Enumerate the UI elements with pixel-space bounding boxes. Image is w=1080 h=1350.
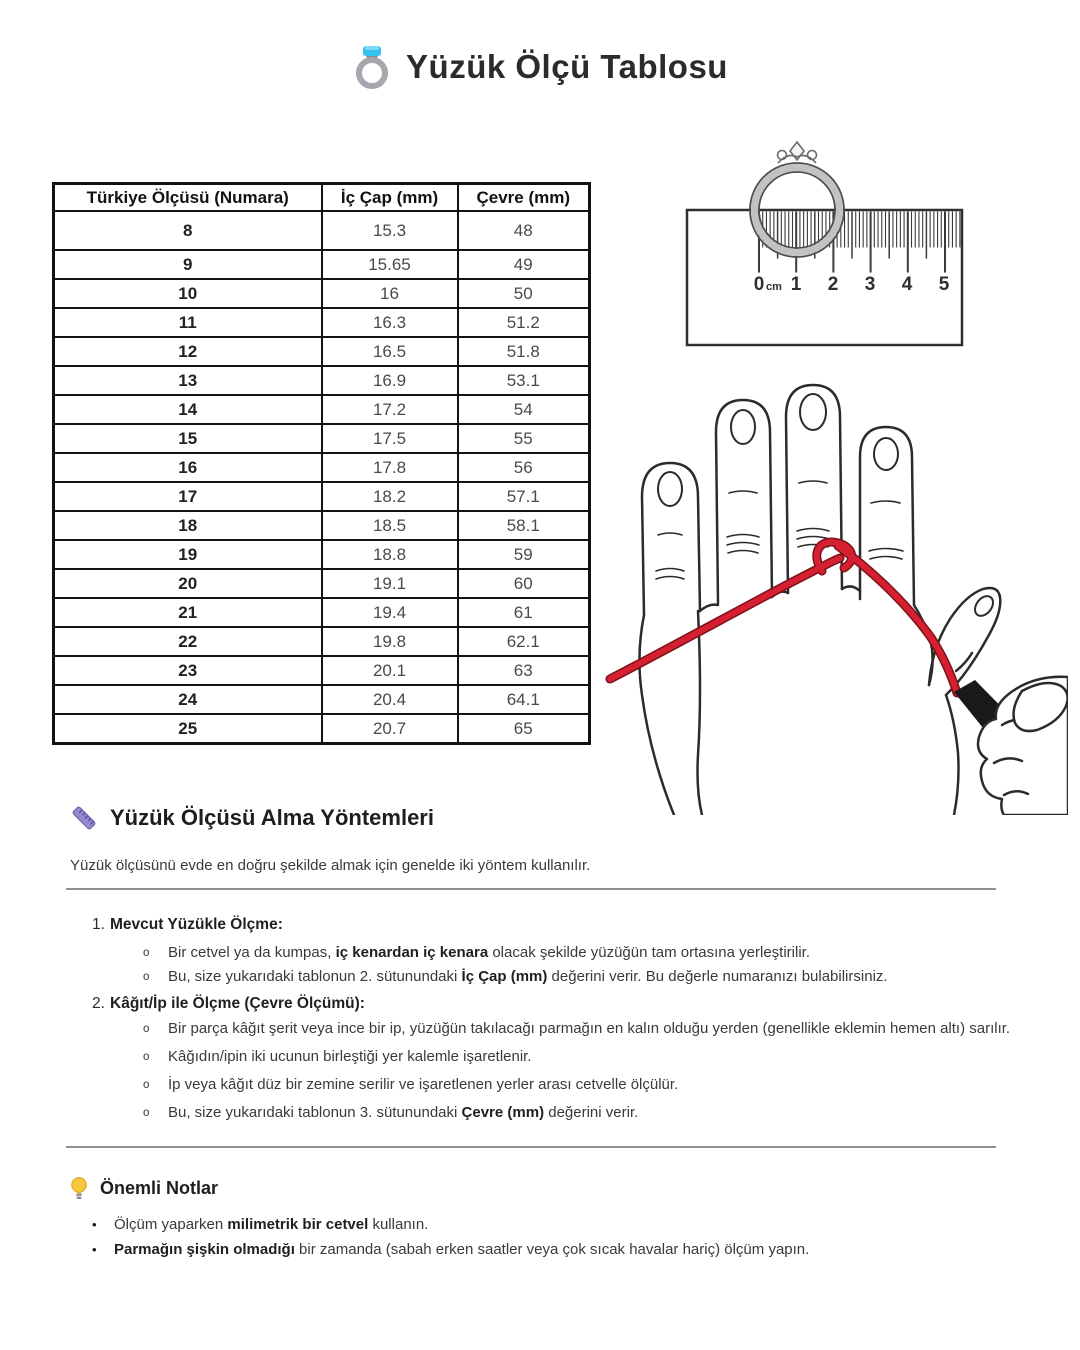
table-cell: 51.8 bbox=[458, 337, 590, 366]
table-cell: 10 bbox=[54, 279, 322, 308]
hand-string-illustration bbox=[598, 375, 1068, 815]
table-row bbox=[54, 656, 590, 685]
divider bbox=[66, 888, 996, 890]
method-bullet: o Bir parça kâğıt şerit veya ince bir ip, yüzüğün takılacağı parmağın en kalın olduğu yerden (genellikle eklemin hemen altı) sarılır. bbox=[143, 1020, 1011, 1037]
table-header-cell: Türkiye Ölçüsü (Numara) bbox=[54, 184, 322, 212]
table-cell: 18.2 bbox=[322, 482, 458, 511]
table-cell: 15 bbox=[54, 424, 322, 453]
note-bullet: • Ölçüm yaparken milimetrik bir cetvel kullanın. bbox=[92, 1212, 1052, 1237]
table-row bbox=[54, 211, 590, 250]
table-cell: 62.1 bbox=[458, 627, 590, 656]
table-cell: 12 bbox=[54, 337, 322, 366]
table-cell: 19.1 bbox=[322, 569, 458, 598]
table-cell: 17.8 bbox=[322, 453, 458, 482]
table-cell: 16 bbox=[54, 453, 322, 482]
method-title: 1. Mevcut Yüzükle Ölçme: bbox=[92, 916, 283, 933]
table-cell: 53.1 bbox=[458, 366, 590, 395]
table-cell: 18.8 bbox=[322, 540, 458, 569]
sub-bullet-marker: o bbox=[143, 1051, 150, 1063]
table-cell: 20.1 bbox=[322, 656, 458, 685]
table-cell: 65 bbox=[458, 714, 590, 744]
method-bullet: o Bu, size yukarıdaki tablonun 2. sütunundaki İç Çap (mm) değerini verir. Bu değerle numaranızı bulabilirsiniz. bbox=[143, 965, 1080, 989]
ring-icon bbox=[352, 44, 392, 90]
table-cell: 61 bbox=[458, 598, 590, 627]
method-bullet: o Kâğıdın/ipin iki ucunun birleştiği yer kalemle işaretlenir. bbox=[143, 1048, 532, 1065]
table-row bbox=[54, 250, 590, 279]
table-row bbox=[54, 540, 590, 569]
table-cell: 15.3 bbox=[322, 211, 458, 250]
table-cell: 17.2 bbox=[322, 395, 458, 424]
table-cell: 21 bbox=[54, 598, 322, 627]
ruler-zero-label: 0 bbox=[753, 274, 765, 295]
table-row bbox=[54, 453, 590, 482]
ruler-mark: 2 bbox=[827, 274, 839, 295]
methods-section-heading bbox=[70, 804, 434, 832]
table-row bbox=[54, 395, 590, 424]
table-cell: 16 bbox=[322, 279, 458, 308]
ring-crown bbox=[778, 142, 817, 163]
table-cell: 64.1 bbox=[458, 685, 590, 714]
method-bullet-list bbox=[0, 1020, 1080, 1122]
table-row bbox=[54, 627, 590, 656]
methods-intro: Yüzük ölçüsünü evde en doğru şekilde almak için genelde iki yöntem kullanılır. bbox=[70, 857, 591, 874]
table-cell: 51.2 bbox=[458, 308, 590, 337]
sub-bullet-marker: o bbox=[143, 1079, 150, 1091]
ruler-mark: 4 bbox=[901, 274, 913, 295]
table-header-row bbox=[54, 184, 590, 212]
table-header-cell: Çevre (mm) bbox=[458, 184, 590, 212]
table-cell: 63 bbox=[458, 656, 590, 685]
table-cell: 18 bbox=[54, 511, 322, 540]
sub-bullet-marker: o bbox=[143, 947, 150, 959]
table-cell: 24 bbox=[54, 685, 322, 714]
table-row bbox=[54, 598, 590, 627]
ruler-icon bbox=[70, 804, 98, 832]
notes-heading-text: Önemli Notlar bbox=[100, 1178, 219, 1198]
hand-outline bbox=[642, 385, 914, 615]
sub-bullet-marker: o bbox=[143, 1023, 150, 1035]
note-bullet: • Parmağın şişkin olmadığı bir zamanda (sabah erken saatler veya çok sıcak havalar hariç) ölçüm yapın. bbox=[92, 1237, 1052, 1262]
table-row bbox=[54, 337, 590, 366]
table-cell: 20.7 bbox=[322, 714, 458, 744]
table-row bbox=[54, 685, 590, 714]
table-cell: 16.3 bbox=[322, 308, 458, 337]
sub-bullet-marker: o bbox=[143, 1107, 150, 1119]
method-number: 1. bbox=[92, 916, 105, 933]
table-cell: 57.1 bbox=[458, 482, 590, 511]
table-row bbox=[54, 424, 590, 453]
table-cell: 16.5 bbox=[322, 337, 458, 366]
ruler-mark: 1 bbox=[790, 274, 802, 295]
ruler-unit-label: cm bbox=[766, 281, 782, 293]
table-cell: 54 bbox=[458, 395, 590, 424]
table-cell: 9 bbox=[54, 250, 322, 279]
table-cell: 50 bbox=[458, 279, 590, 308]
page-header bbox=[0, 44, 1080, 90]
ruler-mark: 3 bbox=[864, 274, 876, 295]
bullet-marker: • bbox=[92, 1217, 97, 1232]
method-number: 2. bbox=[92, 995, 105, 1012]
table-header-cell: İç Çap (mm) bbox=[322, 184, 458, 212]
table-cell: 49 bbox=[458, 250, 590, 279]
method-title: 2. Kâğıt/İp ile Ölçme (Çevre Ölçümü): bbox=[92, 995, 365, 1012]
table-cell: 17.5 bbox=[322, 424, 458, 453]
table-cell: 15.65 bbox=[322, 250, 458, 279]
sub-bullet-marker: o bbox=[143, 971, 150, 983]
ruler-body bbox=[687, 210, 962, 345]
thumbnail bbox=[971, 593, 996, 620]
method-bullet-list bbox=[0, 941, 1080, 989]
table-cell: 8 bbox=[54, 211, 322, 250]
table-cell: 58.1 bbox=[458, 511, 590, 540]
notes-section-heading bbox=[70, 1176, 218, 1201]
method-bullet: o Bu, size yukarıdaki tablonun 3. sütunundaki Çevre (mm) değerini verir. bbox=[143, 1104, 639, 1121]
table-cell: 19.4 bbox=[322, 598, 458, 627]
table-cell: 22 bbox=[54, 627, 322, 656]
table-cell: 20.4 bbox=[322, 685, 458, 714]
table-cell: 13 bbox=[54, 366, 322, 395]
method-bullet: o Bir cetvel ya da kumpas, iç kenardan iç kenara olacak şekilde yüzüğün tam ortasına yerleştirilir. bbox=[143, 941, 1080, 965]
table-row bbox=[54, 511, 590, 540]
table-cell: 48 bbox=[458, 211, 590, 250]
table-cell: 20 bbox=[54, 569, 322, 598]
palm-outline bbox=[639, 586, 1000, 815]
table-cell: 56 bbox=[458, 453, 590, 482]
table-cell: 25 bbox=[54, 714, 322, 744]
bullet-marker: • bbox=[92, 1242, 97, 1257]
table-cell: 55 bbox=[458, 424, 590, 453]
table-cell: 11 bbox=[54, 308, 322, 337]
table-cell: 16.9 bbox=[322, 366, 458, 395]
method-bullet: o İp veya kâğıt düz bir zemine serilir ve işaretlenen yerler arası cetvelle ölçülür. bbox=[143, 1076, 679, 1093]
table-cell: 19.8 bbox=[322, 627, 458, 656]
table-cell: 23 bbox=[54, 656, 322, 685]
table-cell: 19 bbox=[54, 540, 322, 569]
table-row bbox=[54, 279, 590, 308]
table-cell: 18.5 bbox=[322, 511, 458, 540]
methods-heading-text: Yüzük Ölçüsü Alma Yöntemleri bbox=[110, 805, 434, 830]
table-row bbox=[54, 482, 590, 511]
table-cell: 14 bbox=[54, 395, 322, 424]
table-cell: 17 bbox=[54, 482, 322, 511]
divider bbox=[66, 1146, 996, 1148]
table-row bbox=[54, 366, 590, 395]
ruler-mark: 5 bbox=[938, 274, 950, 295]
ring-on-ruler-illustration bbox=[680, 138, 980, 353]
table-row bbox=[54, 308, 590, 337]
ring-size-table bbox=[52, 182, 591, 745]
method-item-1 bbox=[0, 916, 1080, 989]
page-title: Yüzük Ölçü Tablosu bbox=[406, 48, 728, 85]
lightbulb-icon bbox=[70, 1176, 88, 1201]
table-row bbox=[54, 714, 590, 744]
table-row bbox=[54, 569, 590, 598]
table-cell: 59 bbox=[458, 540, 590, 569]
notes-list bbox=[92, 1212, 1052, 1262]
method-item-2 bbox=[0, 995, 1080, 1132]
table-cell: 60 bbox=[458, 569, 590, 598]
